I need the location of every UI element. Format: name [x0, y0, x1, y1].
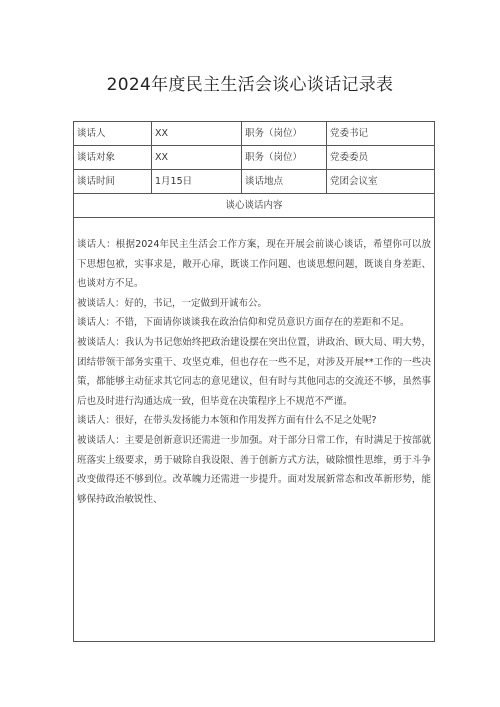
record-paragraph: 谈话人：不错，下面请你谈谈我在政治信仰和党员意识方面存在的差距和不足。: [77, 317, 410, 329]
document-title: 2024年度民主生活会谈心谈话记录表: [106, 75, 394, 95]
record-paragraph: 谈话人：很好，在带头发扬能力本领和作用发挥方面有什么不足之处呢?: [77, 415, 377, 427]
table-row: [74, 170, 434, 194]
label-interviewer: 谈话人: [74, 122, 152, 145]
section-heading-row: [74, 194, 434, 218]
record-paragraph: 被谈话人：主要是创新意识还需进一步加强。对于部分日常工作，有时满足于按部就班落实上级要求，勇于破除自我设限、善于创新方式方法，破除惯性思维，勇于斗争改变做得还不够到位。改革魄力还需进一步提升。面对发展新常态和改革新形势，能够保持政治敏锐性、: [77, 434, 431, 505]
talk-record-table: [73, 121, 435, 642]
value-talk-location: 党团会议室: [330, 176, 378, 187]
record-paragraph: 被谈话人：好的，书记，一定做到开诚布公。: [77, 297, 268, 309]
value-interviewer: XX: [152, 122, 242, 145]
table-row: [74, 122, 434, 146]
label-interviewer-position: 职务（岗位）: [242, 122, 327, 145]
record-paragraph: 被谈话人：我认为书记您始终把政治建设摆在突出位置，讲政治、顾大局、明大势，团结带领干部务实重干、攻坚克难，但也存在一些不足，对涉及开展**工作的一些决策，都能够主动征求其它同志的意见建议，但有时与其他同志的交流还不够，虽然事后也及时进行沟通达成一致，但毕竟在决策程序上不规范不严谨。: [77, 336, 431, 407]
label-interviewee: 谈话对象: [74, 146, 152, 169]
value-talk-time: 1月15日: [152, 170, 242, 193]
section-heading: 谈心谈话内容: [225, 200, 283, 211]
label-talk-location: 谈话地点: [242, 170, 327, 193]
label-interviewee-position: 职务（岗位）: [242, 146, 327, 169]
value-interviewee-position: 党委委员: [330, 152, 369, 163]
table-row: [74, 146, 434, 170]
talk-record-content: [77, 235, 431, 509]
value-interviewer-position: 党委书记: [330, 128, 369, 139]
record-paragraph: 谈话人：根据2024年民主生活会工作方案，现在开展会前谈心谈话，希望你可以放下思想包袱，实事求是，敞开心扉，既谈工作问题、也谈思想问题，既谈自身差距、也谈对方不足。: [77, 239, 431, 290]
label-talk-time: 谈话时间: [74, 170, 152, 193]
value-interviewee: XX: [152, 146, 242, 169]
